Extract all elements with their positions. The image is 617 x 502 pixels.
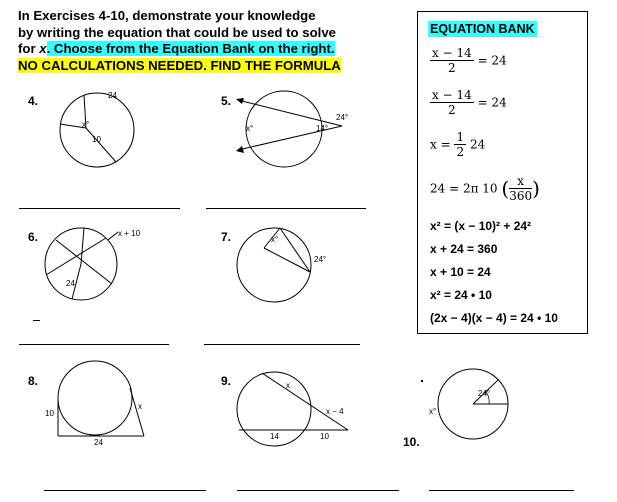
equation-3-denominator: 2 xyxy=(456,145,465,159)
exercise-9-figure xyxy=(234,364,364,454)
exercise-9-label-b: x − 4 xyxy=(326,407,344,416)
exercise-7-number: 7. xyxy=(221,230,232,244)
exercise-5-label-a: 24° xyxy=(336,113,349,122)
exercise-9-label-c: 14 xyxy=(270,432,279,441)
answer-line-8[interactable] xyxy=(44,490,206,491)
exercise-4-label-c: 10 xyxy=(92,135,101,144)
instructions-highlight-yellow: NO CALCULATIONS NEEDED. FIND THE FORMULA xyxy=(18,57,341,73)
answer-line-9[interactable] xyxy=(237,490,399,491)
instructions-line-2: by writing the equation that could be used to solve xyxy=(18,24,336,40)
exercise-10-label-b: x° xyxy=(429,407,437,416)
instructions-line-3 xyxy=(18,41,378,58)
equation-bank-title: EQUATION BANK xyxy=(430,22,535,36)
exercise-10-label-a: 24° xyxy=(478,389,491,398)
equation-3 xyxy=(430,130,485,159)
answer-line-4[interactable] xyxy=(19,208,180,209)
stray-dash-mark xyxy=(33,320,40,321)
equation-1-denominator: 2 xyxy=(448,61,456,75)
answer-line-6[interactable] xyxy=(19,344,169,345)
instructions-variable: x xyxy=(39,41,47,56)
exercise-8-number: 8. xyxy=(28,374,39,388)
exercise-6-number: 6. xyxy=(28,230,39,244)
equation-3-tail: 24 xyxy=(469,137,486,152)
exercise-8-figure xyxy=(40,360,160,450)
equation-1 xyxy=(430,46,507,75)
equation-2 xyxy=(430,88,507,117)
exercise-9-label-d: 10 xyxy=(320,432,329,441)
equation-3-numerator: 1 xyxy=(456,130,465,144)
exercise-5-label-b: x° xyxy=(246,124,254,133)
equation-2-numerator: x − 14 xyxy=(432,88,472,102)
instructions-line-3-start: for xyxy=(18,41,40,56)
equation-5: x² = (x − 10)² + 24² xyxy=(430,219,532,233)
instructions-line-1: In Exercises 4-10, demonstrate your knowledge xyxy=(18,8,316,23)
answer-line-5[interactable] xyxy=(206,208,366,209)
equation-9: (2x − 4)(x − 4) = 24 • 10 xyxy=(430,311,558,325)
instructions-line-4 xyxy=(18,58,378,75)
exercise-7-figure xyxy=(234,220,344,310)
equation-4-denominator: 360 xyxy=(509,189,533,203)
exercise-10-figure xyxy=(428,366,518,446)
equation-4-close-paren: ) xyxy=(532,176,540,201)
exercise-6-label-b: 24 xyxy=(66,279,75,288)
exercise-4-figure xyxy=(52,84,162,184)
exercise-7-label-a: x° xyxy=(271,235,279,244)
exercise-7-label-b: 24° xyxy=(314,255,327,264)
stray-dot-mark xyxy=(421,380,423,382)
equation-2-denominator: 2 xyxy=(448,103,456,117)
exercise-5-number: 5. xyxy=(221,94,232,108)
exercise-4-number: 4. xyxy=(28,94,39,108)
exercise-6-label-a: x + 10 xyxy=(118,229,141,238)
exercise-8-label-a: 10 xyxy=(45,409,54,418)
equation-bank xyxy=(417,11,588,334)
exercise-10-number: 10. xyxy=(403,435,420,449)
equation-8: x² = 24 • 10 xyxy=(430,288,492,302)
exercise-5-label-c: 14° xyxy=(316,124,329,133)
equation-4-open-paren: ( xyxy=(501,176,510,201)
equation-2-tail: = 24 xyxy=(477,95,507,110)
answer-line-10[interactable] xyxy=(429,490,574,491)
instructions-highlight-cyan: . Choose from the Equation Bank on the right. xyxy=(46,41,335,56)
equation-4-head: 24 = 2π 10 xyxy=(430,181,498,196)
exercise-8-label-c: 24 xyxy=(94,438,103,447)
equation-3-head: x = xyxy=(430,137,451,152)
equation-1-tail: = 24 xyxy=(477,53,507,68)
equation-6: x + 24 = 360 xyxy=(430,242,498,256)
exercise-9-label-a: x xyxy=(286,381,290,390)
exercise-9-number: 9. xyxy=(221,374,232,388)
equation-7: x + 10 = 24 xyxy=(430,265,491,279)
exercise-6-figure xyxy=(38,220,158,310)
equation-4-numerator: x xyxy=(509,174,532,189)
equation-1-numerator: x − 14 xyxy=(432,46,472,60)
equation-4 xyxy=(430,174,540,203)
exercise-4-label-b: x° xyxy=(82,120,90,129)
instructions xyxy=(18,8,378,74)
exercise-5-figure xyxy=(232,86,372,176)
answer-line-7[interactable] xyxy=(204,344,360,345)
exercise-4-label-a: 24 xyxy=(108,91,117,100)
exercise-8-label-b: x xyxy=(138,402,142,411)
